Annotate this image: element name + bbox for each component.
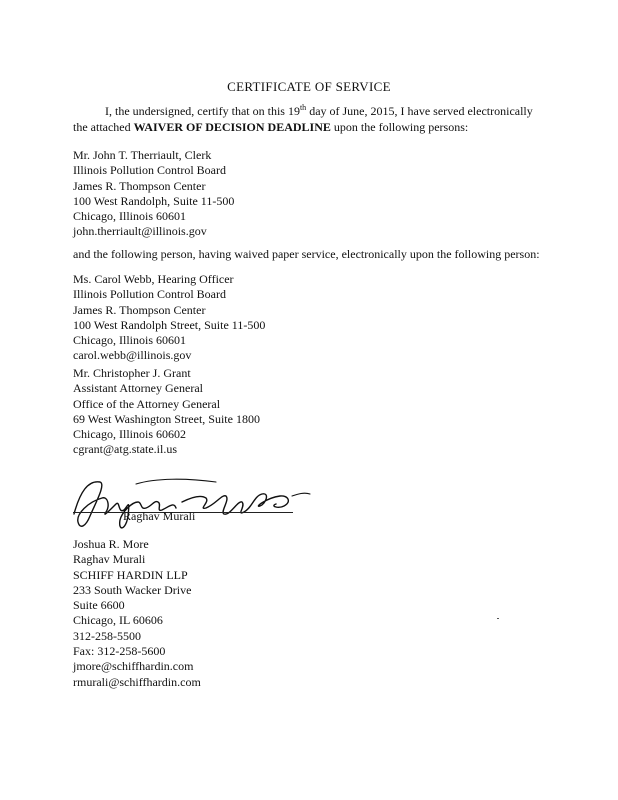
email-address: jmore@schiffhardin.com [73,659,194,674]
address-line: Assistant Attorney General [73,381,203,396]
scan-speck [497,618,499,619]
phone-number: 312-258-5500 [73,628,141,643]
document-title: CERTIFICATE OF SERVICE [227,79,391,94]
signer-line: Suite 6600 [73,598,125,613]
intro-paragraph [73,103,553,135]
address-line: Chicago, Illinois 60601 [73,209,186,224]
email-address: carol.webb@illinois.gov [73,348,192,363]
signer-line: Joshua R. More [73,537,149,551]
intro-text: day of June, 2015, I have served electronically [306,104,533,118]
intro-text: upon the following persons: [330,120,469,134]
email-address: cgrant@atg.state.il.us [73,442,178,457]
signature-name: Raghav Murali [123,509,196,523]
address-line: James R. Thompson Center [73,302,206,317]
signer-block [73,537,201,690]
address-line: Chicago, Illinois 60602 [73,427,186,442]
fax-number: Fax: 312-258-5600 [73,644,166,659]
address-line: Illinois Pollution Control Board [73,287,227,302]
recipient-hearing-officer [73,272,265,364]
address-line: 69 West Washington Street, Suite 1800 [73,411,260,426]
signer-line: 233 South Wacker Drive [73,582,192,597]
signer-line: Raghav Murali [73,552,146,567]
address-line: James R. Thompson Center [73,178,206,193]
address-line: Mr. Christopher J. Grant [73,366,191,380]
address-line: Mr. John T. Therriault, Clerk [73,148,212,162]
service-sentence: and the following person, having waived paper service, electronically upon the following person: [73,247,540,261]
address-line: Chicago, Illinois 60601 [73,333,186,348]
address-line: Ms. Carol Webb, Hearing Officer [73,272,234,286]
email-address: john.therriault@illinois.gov [73,224,207,239]
intro-text: the attached [73,120,134,134]
address-line: Office of the Attorney General [73,396,221,411]
intro-line-1 [73,103,553,119]
address-line: Illinois Pollution Control Board [73,163,227,178]
document-name: WAIVER OF DECISION DEADLINE [133,120,331,134]
signer-line: Chicago, IL 60606 [73,613,163,628]
recipient-clerk [73,148,234,240]
email-address: rmurali@schiffhardin.com [73,674,201,689]
address-line: 100 West Randolph, Suite 11-500 [73,193,235,208]
address-line: 100 West Randolph Street, Suite 11-500 [73,317,266,332]
recipient-attorney-general [73,366,260,458]
firm-name: SCHIFF HARDIN LLP [73,567,188,582]
day-suffix: th [299,103,307,112]
intro-line-2 [73,119,553,135]
intro-text: I, the undersigned, certify that on this 19 [105,104,300,118]
